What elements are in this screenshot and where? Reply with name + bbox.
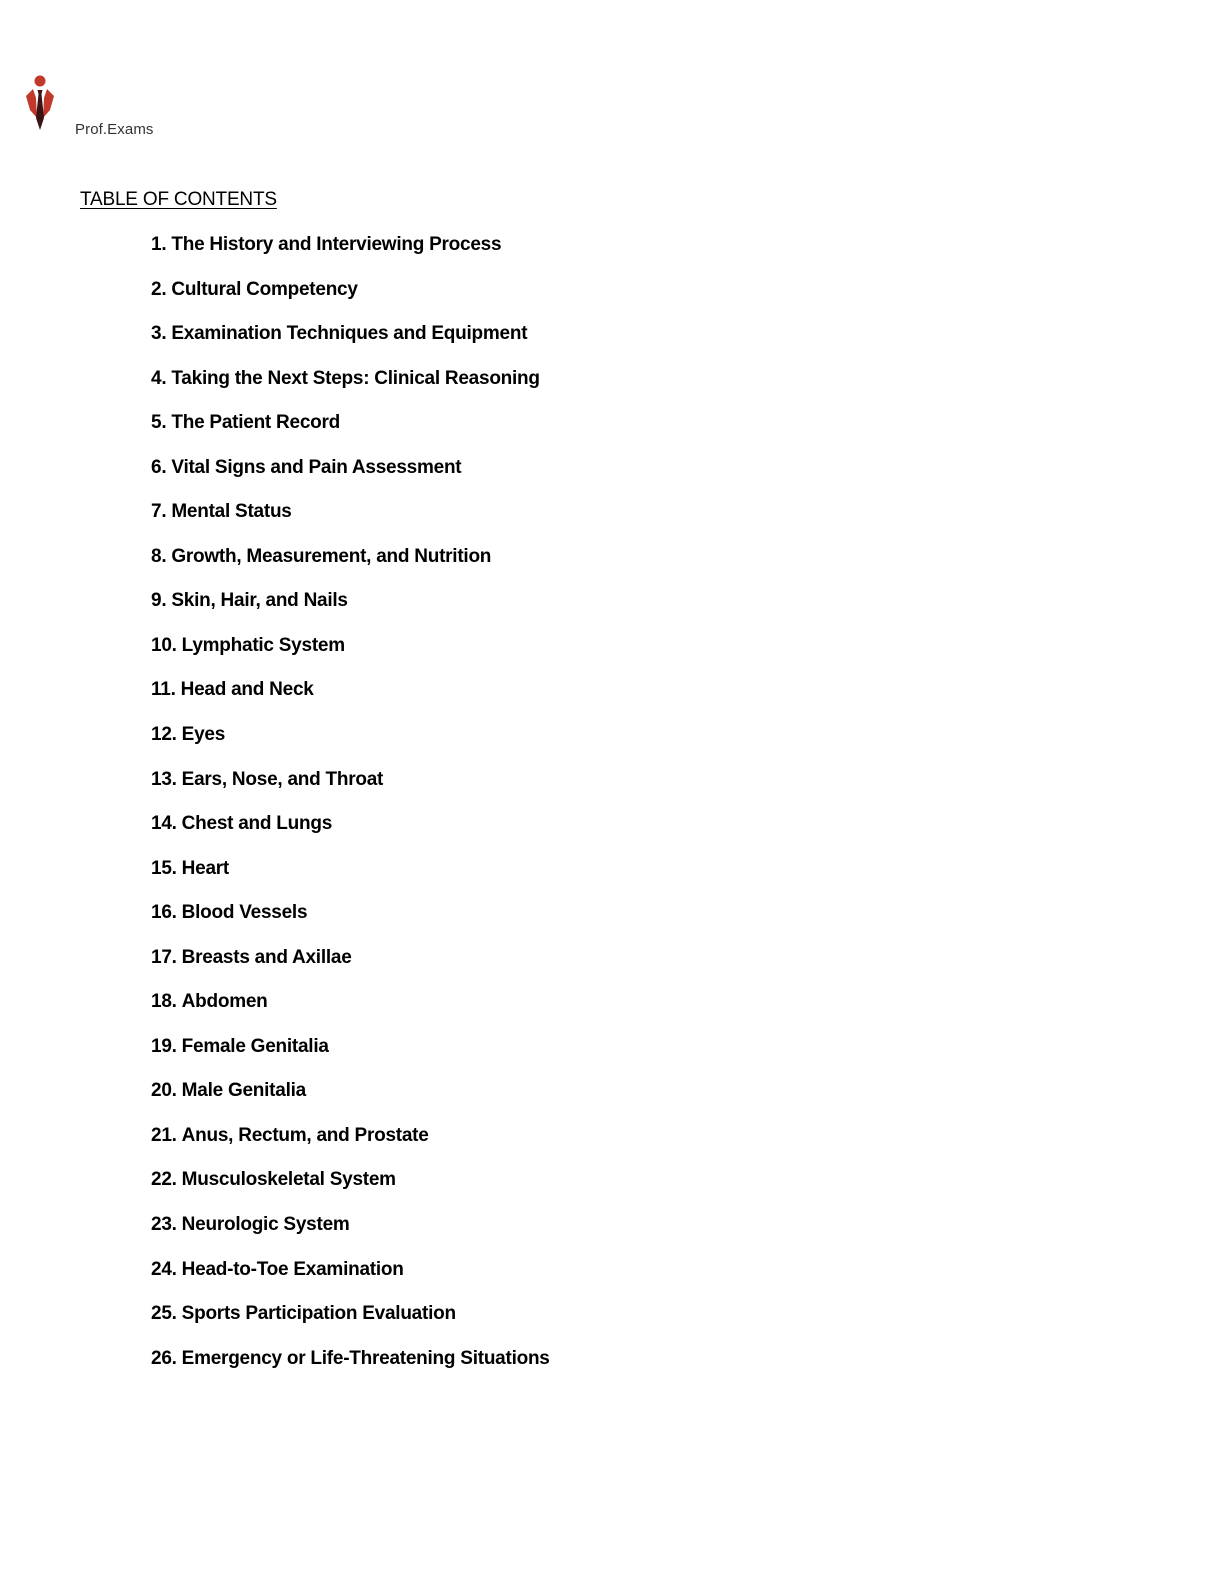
toc-item-number: 24. — [151, 1258, 177, 1280]
toc-item-title: Breasts and Axillae — [181, 946, 352, 968]
toc-item-number: 11. — [151, 679, 176, 701]
logo-icon — [22, 74, 60, 132]
toc-item-number: 22. — [151, 1169, 177, 1191]
toc-item-title: Sports Participation Evaluation — [181, 1303, 456, 1325]
toc-item — [151, 589, 550, 634]
toc-list — [151, 233, 550, 1391]
toc-item — [151, 723, 550, 768]
toc-item-number: 12. — [151, 724, 177, 746]
toc-item — [151, 768, 550, 813]
logo-right-lapel — [43, 89, 54, 118]
toc-item-title: Female Genitalia — [181, 1035, 329, 1057]
toc-item — [151, 678, 550, 723]
toc-item-number: 19. — [151, 1035, 177, 1057]
toc-item-number: 23. — [151, 1214, 177, 1236]
toc-item — [151, 545, 550, 590]
toc-item — [151, 857, 550, 902]
toc-item-number: 20. — [151, 1080, 177, 1102]
toc-item — [151, 901, 550, 946]
toc-item-number: 17. — [151, 946, 177, 968]
toc-item-number: 21. — [151, 1124, 177, 1146]
toc-item-number: 9. — [151, 590, 167, 612]
toc-item-number: 10. — [151, 634, 177, 656]
toc-item — [151, 1302, 550, 1347]
toc-item-number: 14. — [151, 813, 177, 835]
toc-item-title: Mental Status — [171, 501, 292, 523]
toc-item-number: 16. — [151, 902, 177, 924]
toc-item-title: Eyes — [181, 724, 226, 746]
toc-item-number: 7. — [151, 501, 167, 523]
toc-item — [151, 278, 550, 323]
toc-item-title: The History and Interviewing Process — [171, 234, 502, 255]
toc-item-number: 18. — [151, 991, 177, 1013]
toc-item-title: Lymphatic System — [181, 634, 345, 656]
toc-item-title: Skin, Hair, and Nails — [171, 590, 348, 612]
toc-item-title: Anus, Rectum, and Prostate — [181, 1124, 429, 1146]
toc-item-title: Ears, Nose, and Throat — [181, 768, 384, 790]
toc-item-number: 4. — [151, 367, 167, 389]
toc-item-title: Blood Vessels — [181, 902, 308, 924]
person-with-tie-logo — [22, 74, 60, 132]
toc-item-title: Vital Signs and Pain Assessment — [171, 456, 462, 478]
toc-item-number: 2. — [151, 278, 167, 300]
toc-item — [151, 1347, 550, 1392]
toc-item-number: 15. — [151, 857, 177, 879]
toc-item — [151, 990, 550, 1035]
toc-item-number: 13. — [151, 768, 177, 790]
toc-item-title: Growth, Measurement, and Nutrition — [171, 545, 492, 567]
toc-item — [151, 367, 550, 412]
logo-tie — [36, 90, 44, 130]
toc-item-title: Chest and Lungs — [181, 813, 333, 835]
toc-title: TABLE OF CONTENTS — [80, 189, 277, 210]
toc-item-number: 1. — [151, 234, 167, 255]
toc-item-title: Abdomen — [181, 991, 268, 1013]
toc-item — [151, 1079, 550, 1124]
toc-item-title: Emergency or Life-Threatening Situations — [181, 1347, 550, 1369]
logo-left-lapel — [26, 89, 37, 118]
brand-name: Prof.Exams — [75, 121, 154, 138]
toc-item — [151, 1213, 550, 1258]
toc-item-title: The Patient Record — [171, 412, 341, 434]
toc-item-title: Male Genitalia — [181, 1080, 306, 1102]
toc-item-title: Taking the Next Steps: Clinical Reasoning — [171, 367, 540, 389]
toc-item — [151, 322, 550, 367]
toc-item-number: 26. — [151, 1347, 177, 1369]
toc-item — [151, 1035, 550, 1080]
toc-item-title: Cultural Competency — [171, 278, 358, 300]
logo-head — [35, 76, 46, 87]
toc-item-number: 3. — [151, 323, 167, 345]
toc-item — [151, 456, 550, 501]
toc-item-title: Neurologic System — [181, 1214, 350, 1236]
toc-item — [151, 634, 550, 679]
toc-item — [151, 812, 550, 857]
toc-item-title: Heart — [181, 857, 229, 879]
toc-item — [151, 1124, 550, 1169]
toc-item-title: Head and Neck — [180, 679, 314, 701]
toc-item-number: 25. — [151, 1303, 177, 1325]
toc-item — [151, 233, 550, 278]
toc-item-title: Musculoskeletal System — [181, 1169, 396, 1191]
toc-item — [151, 411, 550, 456]
toc-item — [151, 946, 550, 991]
toc-item-title: Examination Techniques and Equipment — [171, 323, 528, 345]
toc-item — [151, 500, 550, 545]
toc-item — [151, 1168, 550, 1213]
toc-item-number: 5. — [151, 412, 167, 434]
toc-item — [151, 1258, 550, 1303]
toc-item-number: 8. — [151, 545, 167, 567]
toc-item-number: 6. — [151, 456, 167, 478]
toc-item-title: Head-to-Toe Examination — [181, 1258, 404, 1280]
